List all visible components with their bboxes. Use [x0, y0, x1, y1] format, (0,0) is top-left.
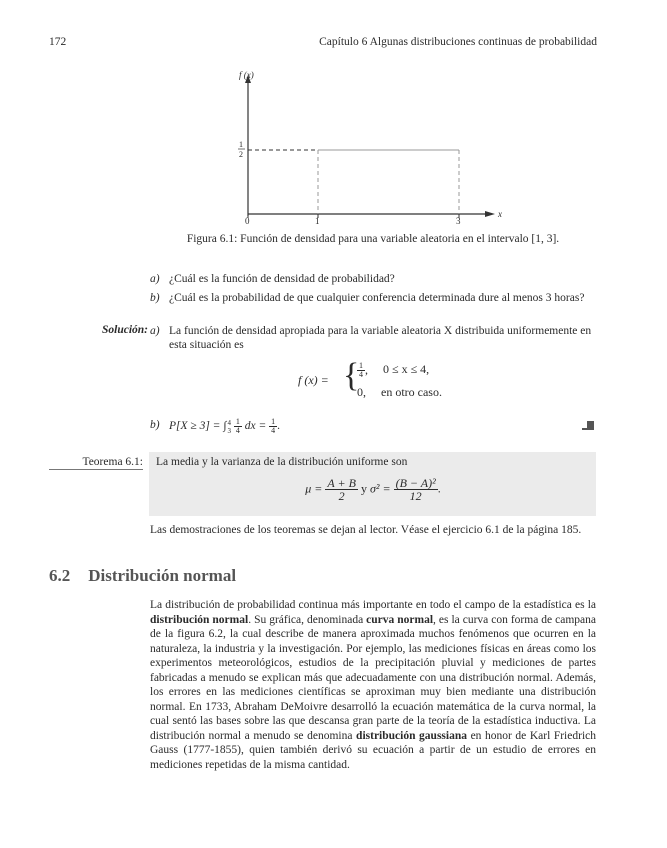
figure-caption: Figura 6.1: Función de densidad para una variable aleatoria en el intervalo [1, 3]. [186, 233, 560, 245]
x-tick-label-1: 1 [315, 216, 320, 226]
solution-b-expr: P[X ≥ 3] = ∫ [169, 420, 227, 433]
question-a-text: ¿Cuál es la función de densidad de probabilidad? [169, 273, 395, 285]
solution-a-text: La función de densidad apropiada para la variable aleatoria X distribuida uniformemente en esta situación es [169, 325, 592, 351]
sigma-num: (B − A)² [395, 476, 436, 490]
y-tick-num: 1 [239, 140, 243, 149]
mu-den: 2 [338, 489, 345, 503]
term-distribucion-normal: distribución normal [150, 613, 249, 626]
integrand-den: 4 [235, 426, 240, 435]
case-1-den: 4 [359, 370, 363, 379]
paragraph-part-2: . Su gráfica, denominada [248, 613, 367, 626]
running-head: Capítulo 6 Algunas distribuciones continuas de probabilidad [319, 36, 597, 48]
solution-b-dx: dx = [244, 420, 267, 433]
integral-lower: 3 [227, 426, 231, 435]
section-paragraph [150, 598, 596, 772]
question-a-label: a) [150, 273, 160, 285]
solution-a [150, 324, 596, 352]
result-num: 1 [271, 417, 276, 426]
theorem-label: Teorema 6.1: [49, 456, 143, 470]
section-title [49, 566, 236, 586]
case-2-condition: en otro caso. [381, 385, 442, 399]
solution-label: Solución: [101, 324, 148, 336]
theorem-formula: μ = $\frac{A + B}{2}$ y σ² = $\frac{\text{(B − A)²}}{12}$ . [305, 476, 441, 503]
question-b [150, 291, 596, 305]
sigma-fraction [394, 477, 438, 502]
question-a [150, 272, 596, 286]
density-formula-lhs: f (x) = [298, 373, 329, 387]
term-curva-normal: curva normal [366, 613, 434, 626]
case-1-fraction [357, 362, 365, 379]
formula-connector: y [360, 481, 367, 496]
solution-b-text: P[X ≥ 3] = ∫ 4 3 $\frac{1}{4}$ dx = $\frac{1}{4}$ . [169, 417, 280, 435]
density-figure [230, 66, 520, 231]
sigma-den: 12 [409, 489, 422, 503]
case-1: $\frac{1}{4}$ , 0 ≤ x ≤ 4, [359, 361, 430, 379]
end-of-solution-mark [587, 421, 594, 430]
section-number: 6.2 [49, 566, 71, 585]
term-distribucion-gaussiana: distribución gaussiana [356, 729, 467, 742]
page-number: 172 [49, 36, 67, 48]
section-title-text: Distribución normal [88, 566, 237, 585]
x-tick-label-3: 3 [456, 216, 461, 226]
result-den: 4 [271, 426, 276, 435]
x-tick-label-0: 0 [245, 216, 250, 226]
question-b-text: ¿Cuál es la probabilidad de que cualquier conferencia determinada dure al menos 3 horas? [169, 292, 585, 304]
y-tick-den: 2 [239, 150, 243, 159]
theorem-text: La media y la varianza de la distribución uniforme son [156, 456, 408, 468]
integral-limits [227, 419, 231, 435]
solution-b-label: b) [150, 419, 160, 431]
x-axis-label: x [498, 209, 502, 219]
question-b-label: b) [150, 292, 160, 304]
mu-num: A + B [327, 476, 356, 490]
solution-a-label: a) [150, 325, 160, 337]
sigma-lhs: σ² = [369, 481, 391, 496]
result-fraction [269, 418, 277, 435]
paragraph-part-1: La distribución de probabilidad continua más importante en todo el campo de la estadística es la [150, 599, 596, 611]
paragraph-part-3: , es la curva con forma de campana de la figura 6.2, la cual describe de manera aproximada muchos fenómenos que ocurren en la naturaleza, la industria y la investigación. Por ejemplo, las mediciones físicas en áreas como los experimentos meteorológicos, estudios de la precipitación pluvial y mediciones de partes fabricadas a menudo se explican más que adecuadamente con una distribución normal. Además, los errores en las mediciones científicas se aproximan muy bien mediante una distribución normal. En 1733, Abraham DeMoivre desarrolló la ecuación matemática de la curva normal, la cual sentó las bases sobre las que descansa gran parte de la teoría de la estadística inductiva. La distribución normal a menudo se denomina [150, 613, 596, 742]
integrand-fraction [234, 418, 242, 435]
case-1-num: 1 [359, 361, 363, 370]
solution-b [150, 418, 596, 435]
paragraph-part-4: en honor de Karl Friedrich Gauss (1777-1855), quien también derivó su ecuación a partir de un estudio de errores en mediciones repetidas de la misma cantidad. [150, 729, 596, 771]
case-2-value: 0, [357, 385, 366, 399]
case-1-condition: 0 ≤ x ≤ 4, [383, 362, 430, 377]
integral-upper: 4 [227, 418, 231, 427]
x-axis-arrow [485, 211, 495, 217]
brace: { [343, 357, 360, 394]
y-axis-label: f (x) [239, 70, 254, 80]
mu-lhs: μ = [305, 481, 323, 496]
case-2 [357, 385, 442, 400]
integrand-num: 1 [235, 417, 240, 426]
mu-fraction [325, 477, 358, 502]
demonstration-note: Las demostraciones de los teoremas se dejan al lector. Véase el ejercicio 6.1 de la página 185. [150, 524, 582, 536]
